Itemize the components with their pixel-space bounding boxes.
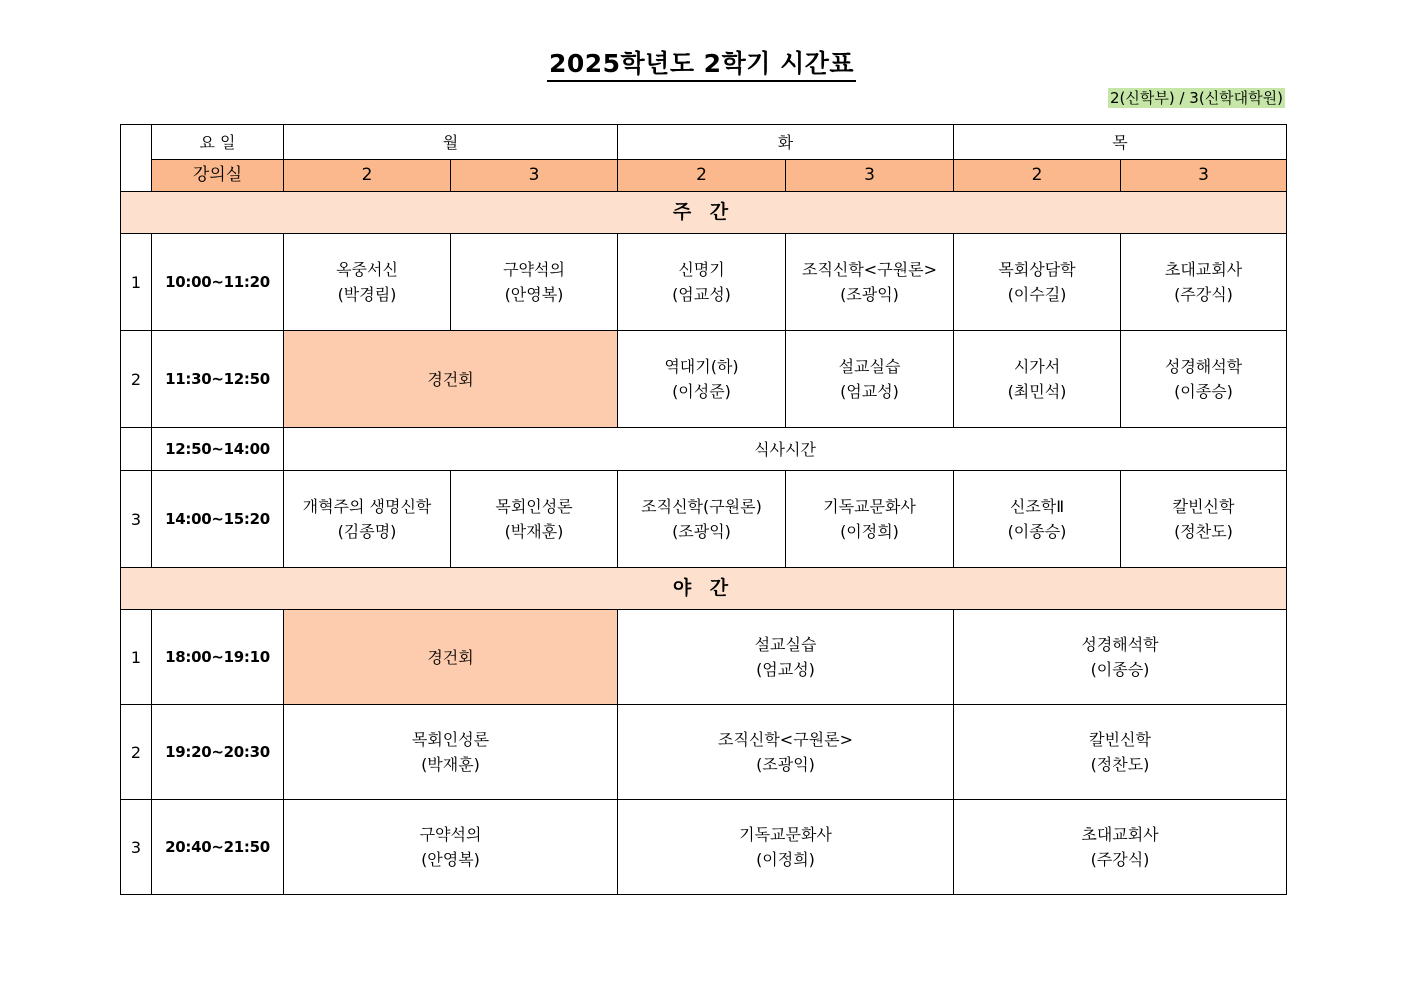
class-name: 구약석의 xyxy=(419,825,482,844)
period-row xyxy=(121,234,1287,331)
class-professor: (박재훈) xyxy=(421,755,480,774)
class-name: 성경해석학 xyxy=(1081,635,1159,654)
class-professor: (이종승) xyxy=(1007,522,1067,541)
class-cell xyxy=(954,800,1287,895)
room-cell: 3 xyxy=(786,160,954,192)
period-time: 14:00~15:20 xyxy=(152,471,284,568)
timetable xyxy=(120,124,1287,895)
class-name: 목회상담학 xyxy=(998,260,1076,279)
class-cell xyxy=(284,234,451,331)
room-label: 강의실 xyxy=(152,160,284,192)
class-professor: (이수길) xyxy=(1007,285,1067,304)
class-professor: (조광익) xyxy=(756,755,815,774)
class-professor: (엄교성) xyxy=(672,285,731,304)
class-cell xyxy=(954,610,1287,705)
class-name: 목회인성론 xyxy=(411,730,490,749)
class-cell xyxy=(786,331,954,428)
day-thu: 목 xyxy=(954,125,1287,160)
period-time: 11:30~12:50 xyxy=(152,331,284,428)
class-cell xyxy=(284,800,618,895)
section-label-day: 주 간 xyxy=(121,192,1287,234)
class-name: 조직신학(구원론) xyxy=(641,497,762,516)
class-professor: (정찬도) xyxy=(1174,522,1233,541)
lunch-cell: 식사시간 xyxy=(284,428,1287,471)
class-cell xyxy=(1121,331,1287,428)
class-name: 설교실습 xyxy=(754,635,817,654)
period-time: 20:40~21:50 xyxy=(152,800,284,895)
class-professor: (엄교성) xyxy=(840,382,899,401)
class-professor: (안영복) xyxy=(421,850,480,869)
class-professor: (이성준) xyxy=(672,382,731,401)
class-name: 구약석의 xyxy=(503,260,565,279)
room-legend: 2(신학부) / 3(신학대학원) xyxy=(1109,89,1283,107)
class-professor: (박재훈) xyxy=(504,522,564,541)
period-time: 12:50~14:00 xyxy=(152,428,284,471)
class-cell xyxy=(284,705,618,800)
period-number: 3 xyxy=(121,471,152,568)
day-tue: 화 xyxy=(618,125,954,160)
class-name: 칼빈신학 xyxy=(1172,497,1235,516)
room-cell: 2 xyxy=(618,160,786,192)
period-row xyxy=(121,331,1287,428)
class-professor: (이종승) xyxy=(1090,660,1150,679)
period-number: 2 xyxy=(121,705,152,800)
class-cell xyxy=(451,471,618,568)
class-name: 시가서 xyxy=(1013,357,1061,376)
period-number: 3 xyxy=(121,800,152,895)
class-cell xyxy=(1121,234,1287,331)
period-row xyxy=(121,610,1287,705)
period-time: 18:00~19:10 xyxy=(152,610,284,705)
class-name: 경건회 xyxy=(427,647,474,667)
class-professor: (박경림) xyxy=(337,285,397,304)
class-cell xyxy=(451,234,618,331)
class-professor: (최민석) xyxy=(1007,382,1067,401)
class-professor: (주강식) xyxy=(1174,285,1233,304)
class-professor: (이정희) xyxy=(840,522,899,541)
class-cell xyxy=(284,471,451,568)
period-row xyxy=(121,800,1287,895)
class-cell xyxy=(954,705,1287,800)
period-time: 19:20~20:30 xyxy=(152,705,284,800)
class-cell xyxy=(618,331,786,428)
class-professor: (이종승) xyxy=(1174,382,1233,401)
class-professor: (조광익) xyxy=(840,285,899,304)
class-cell xyxy=(954,471,1121,568)
chapel-cell xyxy=(284,610,618,705)
class-cell xyxy=(618,234,786,331)
lunch-row xyxy=(121,428,1287,471)
class-name: 역대기(하) xyxy=(664,357,739,376)
class-professor: (김종명) xyxy=(337,522,397,541)
class-name: 조직신학<구원론> xyxy=(801,260,937,279)
class-name: 신조학Ⅱ xyxy=(1009,497,1065,516)
period-row xyxy=(121,705,1287,800)
class-name: 초대교회사 xyxy=(1081,825,1159,844)
section-row-night xyxy=(121,568,1287,610)
class-name: 개혁주의 생명신학 xyxy=(302,497,432,516)
class-name: 성경해석학 xyxy=(1164,357,1243,376)
class-name: 조직신학<구원론> xyxy=(717,730,853,749)
class-professor: (엄교성) xyxy=(756,660,815,679)
room-cell: 2 xyxy=(954,160,1121,192)
room-header-row xyxy=(121,160,1287,192)
room-cell: 2 xyxy=(284,160,451,192)
class-professor: (조광익) xyxy=(672,522,731,541)
class-cell xyxy=(954,234,1121,331)
class-name: 기독교문화사 xyxy=(823,497,916,516)
class-name: 초대교회사 xyxy=(1164,260,1243,279)
day-header-row xyxy=(121,125,1287,160)
page-title: 2025학년도 2학기 시간표 xyxy=(0,44,1403,80)
class-name: 기독교문화사 xyxy=(739,825,832,844)
corner-cell xyxy=(121,125,152,192)
section-label-night: 야 간 xyxy=(121,568,1287,610)
period-number xyxy=(121,428,152,471)
class-professor: (주강식) xyxy=(1090,850,1150,869)
period-number: 2 xyxy=(121,331,152,428)
day-label: 요 일 xyxy=(152,125,284,160)
class-cell xyxy=(618,610,954,705)
day-mon: 월 xyxy=(284,125,618,160)
class-cell xyxy=(1121,471,1287,568)
chapel-cell: 경건회 xyxy=(284,331,618,428)
period-number: 1 xyxy=(121,610,152,705)
class-professor: (정찬도) xyxy=(1090,755,1150,774)
section-row-day xyxy=(121,192,1287,234)
class-name: 목회인성론 xyxy=(495,497,573,516)
class-cell xyxy=(618,800,954,895)
class-cell xyxy=(786,471,954,568)
class-name: 옥중서신 xyxy=(336,260,398,279)
class-cell xyxy=(618,471,786,568)
class-professor: (이정희) xyxy=(756,850,815,869)
room-cell: 3 xyxy=(451,160,618,192)
room-cell: 3 xyxy=(1121,160,1287,192)
class-professor: (안영복) xyxy=(504,285,564,304)
class-cell xyxy=(954,331,1121,428)
class-name: 설교실습 xyxy=(838,357,901,376)
class-cell xyxy=(786,234,954,331)
class-name: 신명기 xyxy=(678,260,725,279)
period-row xyxy=(121,471,1287,568)
class-name: 칼빈신학 xyxy=(1089,730,1151,749)
period-time: 10:00~11:20 xyxy=(152,234,284,331)
class-cell xyxy=(618,705,954,800)
period-number: 1 xyxy=(121,234,152,331)
